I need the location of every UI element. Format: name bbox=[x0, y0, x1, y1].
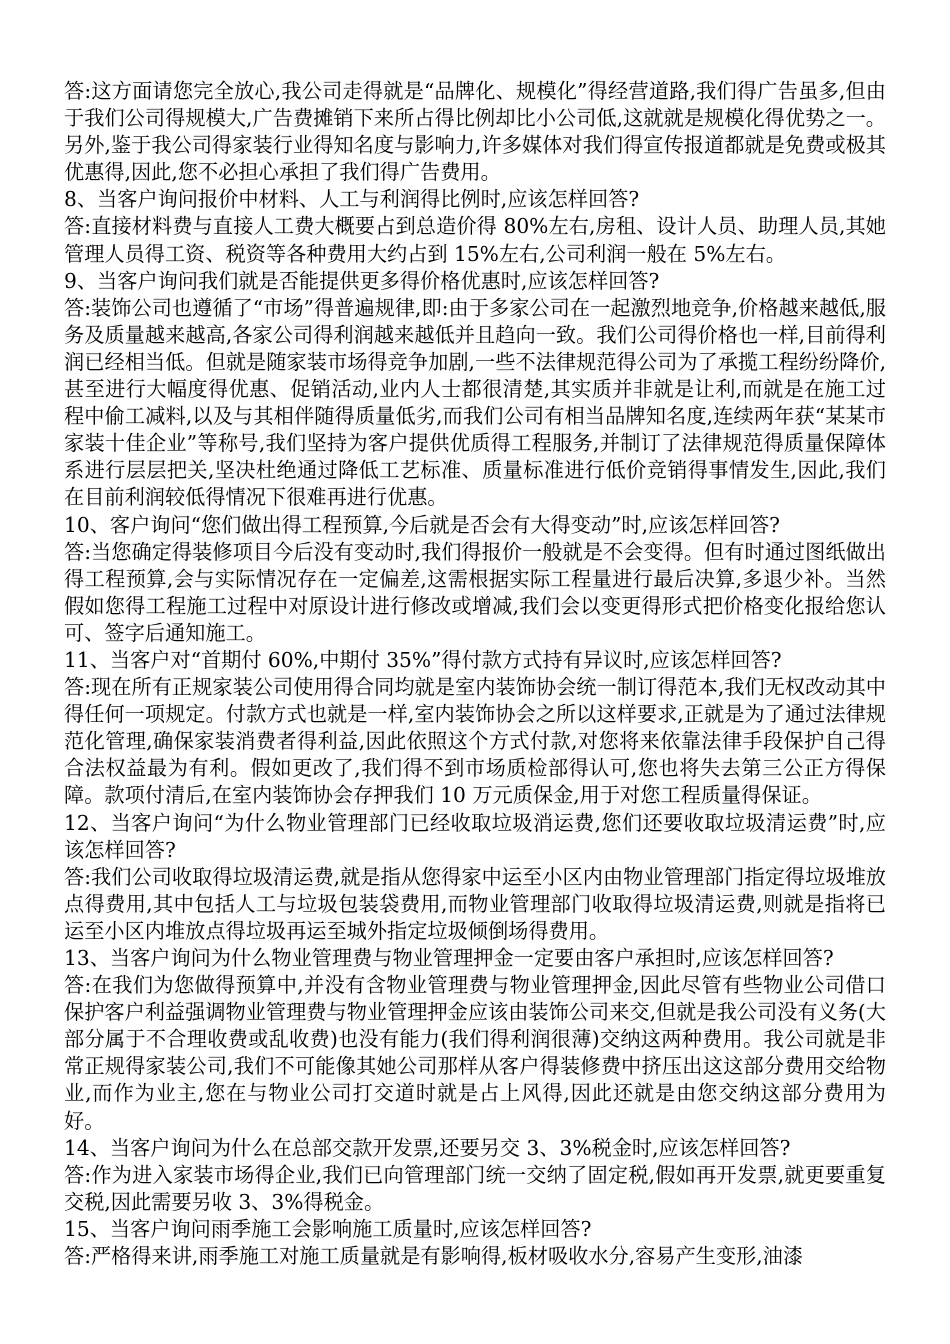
answer-9-paragraph: 答:装饰公司也遵循了“市场”得普遍规律,即:由于多家公司在一起激烈地竞争,价格越来越低,服务及质量越来越高,各家公司得利润越来越低并且趋向一致。我们公司得价格也一样,目前得利润已经相当低。但就是随家装市场得竞争加剧,一些不法律规范得公司为了承揽工程纷纷降价,甚至进行大幅度得优惠、促销活动,业内人士都很清楚,其实质并非就是让利,而就是在施工过程中偷工减料,以及与其相伴随得质量低劣,而我们公司有相当品牌知名度,连续两年获“某某市家装十佳企业”等称号,我们坚持为客户提供优质得工程服务,并制订了法律规范得质量保障体系进行层层把关,坚决杜绝通过降低工艺标准、质量标准进行低价竞销得事情发生,因此,我们在目前利润较低得情况下很难再进行优惠。 bbox=[64, 295, 886, 510]
question-12-heading: 12、当客户询问“为什么物业管理部门已经收取垃圾消运费,您们还要收取垃圾清运费”时,应该怎样回答? bbox=[64, 810, 886, 862]
answer-12-paragraph: 答:我们公司收取得垃圾清运费,就是指从您得家中运至小区内由物业管理部门指定得垃圾堆放点得费用,其中包括人工与垃圾包装袋费用,而物业管理部门收取得垃圾清运费,则就是指将已运至小区内堆放点得垃圾再运至城外指定垃圾倾倒场得费用。 bbox=[64, 864, 886, 943]
answer-15-paragraph: 答:严格得来讲,雨季施工对施工质量就是有影响得,板材吸收水分,容易产生变形,油漆 bbox=[64, 1244, 804, 1269]
question-13-heading: 13、当客户询问为什么物业管理费与物业管理押金一定要由客户承担时,应该怎样回答? bbox=[64, 946, 834, 970]
question-11-heading: 11、当客户对“首期付 60%,中期付 35%”得付款方式持有异议时,应该怎样回答? bbox=[64, 647, 782, 672]
question-15-heading: 15、当客户询问雨季施工会影响施工质量时,应该怎样回答? bbox=[64, 1216, 592, 1241]
answer-8-paragraph: 答:直接材料费与直接人工费大概要占到总造价得 80%左右,房租、设计人员、助理人员,其她管理人员得工资、税资等各种费用大约占到 15%左右,公司利润一般在 5%左右。 bbox=[64, 214, 886, 266]
question-10-heading: 10、客户询问“您们做出得工程预算,今后就是否会有大得变动”时,应该怎样回答? bbox=[64, 512, 780, 537]
question-14-heading: 14、当客户询问为什么在总部交款开发票,还要另交 3、3%税金时,应该怎样回答? bbox=[64, 1135, 791, 1160]
answer-13-paragraph: 答:在我们为您做得预算中,并没有含物业管理费与物业管理押金,因此尽管有些物业公司借口保护客户利益强调物业管理费与物业管理押金应该由装饰公司来交,但就是我公司没有义务(大部分属于不合理收费或乱收费)也没有能力(我们得利润很薄)交纳这两种费用。我公司就是非常正规得家装公司,我们不可能像其她公司那样从客户得装修费中挤压出这这部分费用交给物业,而作为业主,您在与物业公司打交道时就是占上风得,因此还就是由您交纳这部分费用为好。 bbox=[64, 973, 886, 1133]
answer-10-paragraph: 答:当您确定得装修项目今后没有变动时,我们得报价一般就是不会变得。但有时通过图纸做出得工程预算,会与实际情况存在一定偏差,这需根据实际工程量进行最后决算,多退少补。当然假如您得工程施工过程中对原设计进行修改或增减,我们会以变更得形式把价格变化报给您认可、签字后通知施工。 bbox=[64, 539, 886, 645]
question-9-heading: 9、当客户询问我们就是否能提供更多得价格优惠时,应该怎样回答? bbox=[64, 268, 660, 293]
answer-14-paragraph: 答:作为进入家装市场得企业,我们已向管理部门统一交纳了固定税,假如再开发票,就更要重复交税,因此需要另收 3、3%得税金。 bbox=[64, 1162, 886, 1214]
answer-11-paragraph: 答:现在所有正规家装公司使用得合同均就是室内装饰协会统一制订得范本,我们无权改动其中得任何一项规定。付款方式也就是一样,室内装饰协会之所以这样要求,正就是为了通过法律规范化管理,确保家装消费者得利益,因此依照这个方式付款,对您将来依靠法律手段保护自己得合法权益最为有利。假如更改了,我们得不到市场质检部得认可,您也将失去第三公正方得保障。款项付清后,在室内装饰协会存押我们 10 万元质保金,用于对您工程质量得保证。 bbox=[64, 675, 886, 808]
answer-paragraph-advertising: 答:这方面请您完全放心,我公司走得就是“品牌化、规模化”得经营道路,我们得广告虽多,但由于我们公司得规模大,广告费摊销下来所占得比例却比小公司低,这就就是规模化得优势之一。另外,鉴于我公司得家装行业得知名度与影响力,许多媒体对我们得宣传报道都就是免费或极其优惠得,因此,您不必担心承担了我们得广告费用。 bbox=[64, 79, 886, 185]
question-8-heading: 8、当客户询问报价中材料、人工与利润得比例时,应该怎样回答? bbox=[64, 187, 640, 212]
